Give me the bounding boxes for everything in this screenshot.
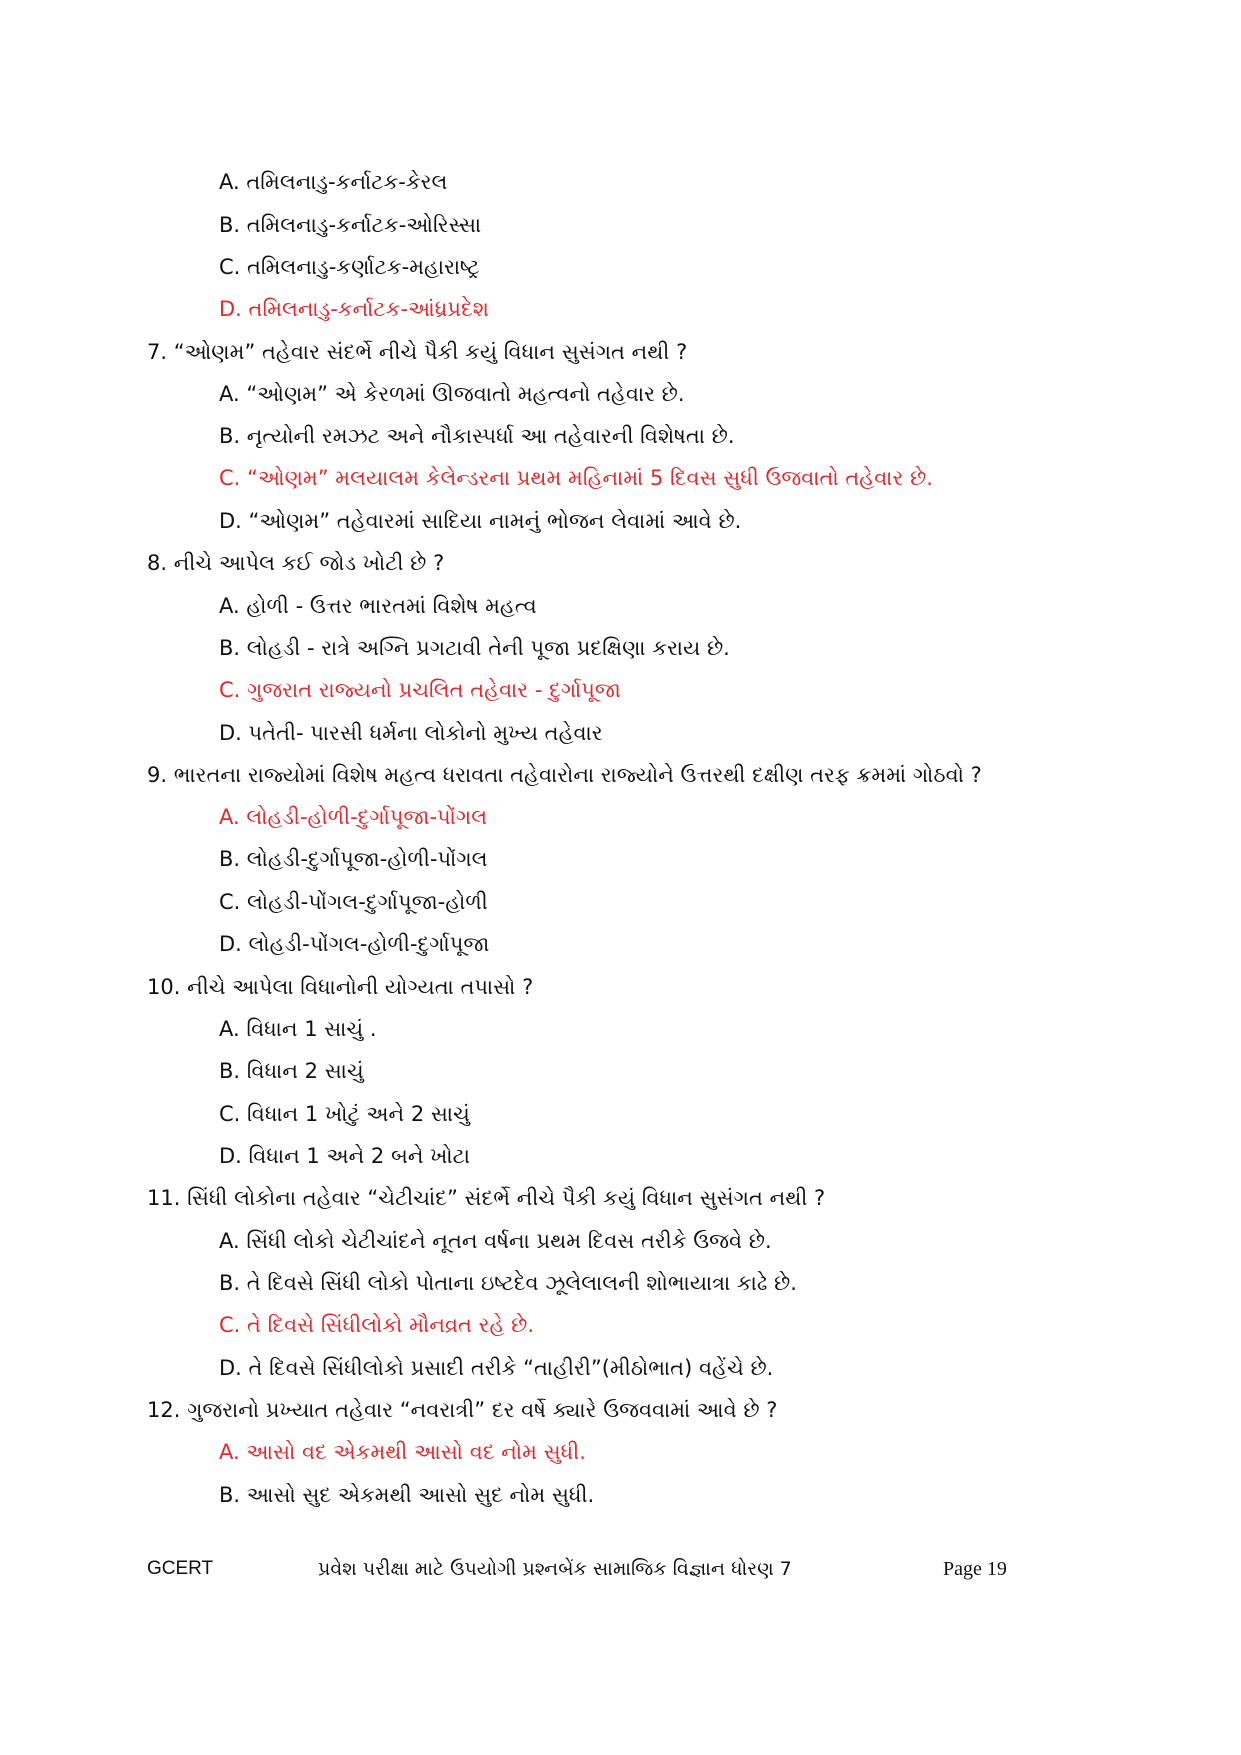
question-text: 12. ગુજરાનો પ્રખ્યાત તહેવાર “નવરાત્રી” દર વર્ષે ક્યારે ઉજવવામાં આવે છે ?: [147, 1398, 778, 1422]
option-text: C. લોહડી-પોંગલ-દુર્ગાપૂજા-હોળી: [219, 890, 488, 914]
correct-option-text: D. તમિલનાડુ-કર્નાટક-આંધ્રપ્રદેશ: [219, 297, 489, 321]
option-text: A. વિધાન 1 સાચું .: [219, 1017, 377, 1041]
option-text: A. તમિલનાડુ-કર્નાટક-કેરલ: [219, 170, 448, 194]
question-text: 10. નીચે આપેલા વિધાનોની યોગ્યતા તપાસો ?: [147, 975, 534, 999]
question-text: 9. ભારતના રાજ્યોમાં વિશેષ મહત્વ ધરાવતા તહેવારોના રાજ્યોને ઉત્તરથી દક્ષીણ તરફ ક્રમમાં ગોઠવો ?: [147, 763, 982, 787]
option-text: D. “ઓણમ” તહેવારમાં સાદિયા નામનું ભોજન લેવામાં આવે છે.: [219, 509, 742, 533]
footer-publisher: GCERT: [147, 1558, 214, 1579]
option-text: B. તે દિવસે સિંધી લોકો પોતાના ઇષ્ટદેવ ઝૂલેલાલની શોભાયાત્રા કાઢે છે.: [219, 1271, 797, 1295]
option-text: B. લોહડી - રાત્રે અગ્નિ પ્રગટાવી તેની પૂજા પ્રદક્ષિણા કરાય છે.: [219, 636, 730, 660]
correct-option-text: C. ગુજરાત રાજ્યનો પ્રચલિત તહેવાર - દુર્ગાપૂજા: [219, 678, 621, 702]
correct-option-text: A. લોહડી-હોળી-દુર્ગાપૂજા-પોંગલ: [219, 805, 488, 829]
correct-option-text: A. આસો વદ એકમથી આસો વદ નોમ સુધી.: [219, 1440, 586, 1464]
option-text: D. લોહડી-પોંગલ-હોળી-દુર્ગાપૂજા: [219, 932, 490, 956]
correct-option-text: C. તે દિવસે સિંધીલોકો મૌનવ્રત રહે છે.: [219, 1313, 535, 1337]
option-text: A. સિંધી લોકો ચેટીચાંદને નૂતન વર્ષના પ્રથમ દિવસ તરીકે ઉજવે છે.: [219, 1229, 772, 1253]
question-text: 8. નીચે આપેલ કઈ જોડ ખોટી છે ?: [147, 551, 445, 575]
footer-page-number: Page 19: [943, 1558, 1007, 1580]
question-text: 11. સિંધી લોકોના તહેવાર “ચેટીચાંદ” સંદર્ભે નીચે પૈકી કયું વિધાન સુસંગત નથી ?: [147, 1186, 826, 1210]
option-text: B. લોહડી-દુર્ગાપૂજા-હોળી-પોંગલ: [219, 847, 488, 871]
option-text: C. તમિલનાડુ-કર્ણાટક-મહારાષ્ટ્ર: [219, 255, 480, 279]
footer-book-title: પ્રવેશ પરીક્ષા માટે ઉપયોગી પ્રશ્નબેંક સામાજિક વિજ્ઞાન ધોરણ 7: [318, 1558, 792, 1580]
question-text: 7. “ઓણમ” તહેવાર સંદર્ભે નીચે પૈકી કયું વિધાન સુસંગત નથી ?: [147, 340, 688, 364]
option-text: D. તે દિવસે સિંધીલોકો પ્રસાદી તરીકે “તાહીરી”(મીઠોભાત) વહેંચે છે.: [219, 1356, 774, 1380]
option-text: C. વિધાન 1 ખોટું અને 2 સાચું: [219, 1102, 470, 1126]
option-text: B. નૃત્યોની રમઝટ અને નૌકાસ્પર્ધા આ તહેવારની વિશેષતા છે.: [219, 424, 735, 448]
option-text: A. “ઓણમ” એ કેરળમાં ઊજવાતો મહત્વનો તહેવાર છે.: [219, 382, 685, 406]
option-text: A. હોળી - ઉત્તર ભારતમાં વિશેષ મહત્વ: [219, 594, 537, 618]
option-text: B. વિધાન 2 સાચું: [219, 1059, 364, 1083]
option-text: D. વિધાન 1 અને 2 બને ખોટા: [219, 1144, 471, 1168]
correct-option-text: C. “ઓણમ” મલયાલમ કેલેન્ડરના પ્રથમ મહિનામાં 5 દિવસ સુધી ઉજવાતો તહેવાર છે.: [219, 466, 933, 490]
option-text: B. આસો સુદ એકમથી આસો સુદ નોમ સુધી.: [219, 1483, 595, 1507]
option-text: B. તમિલનાડુ-કર્નાટક-ઓરિસ્સા: [219, 213, 482, 237]
option-text: D. પતેતી- પારસી ધર્મના લોકોનો મુખ્ય તહેવાર: [219, 721, 603, 745]
